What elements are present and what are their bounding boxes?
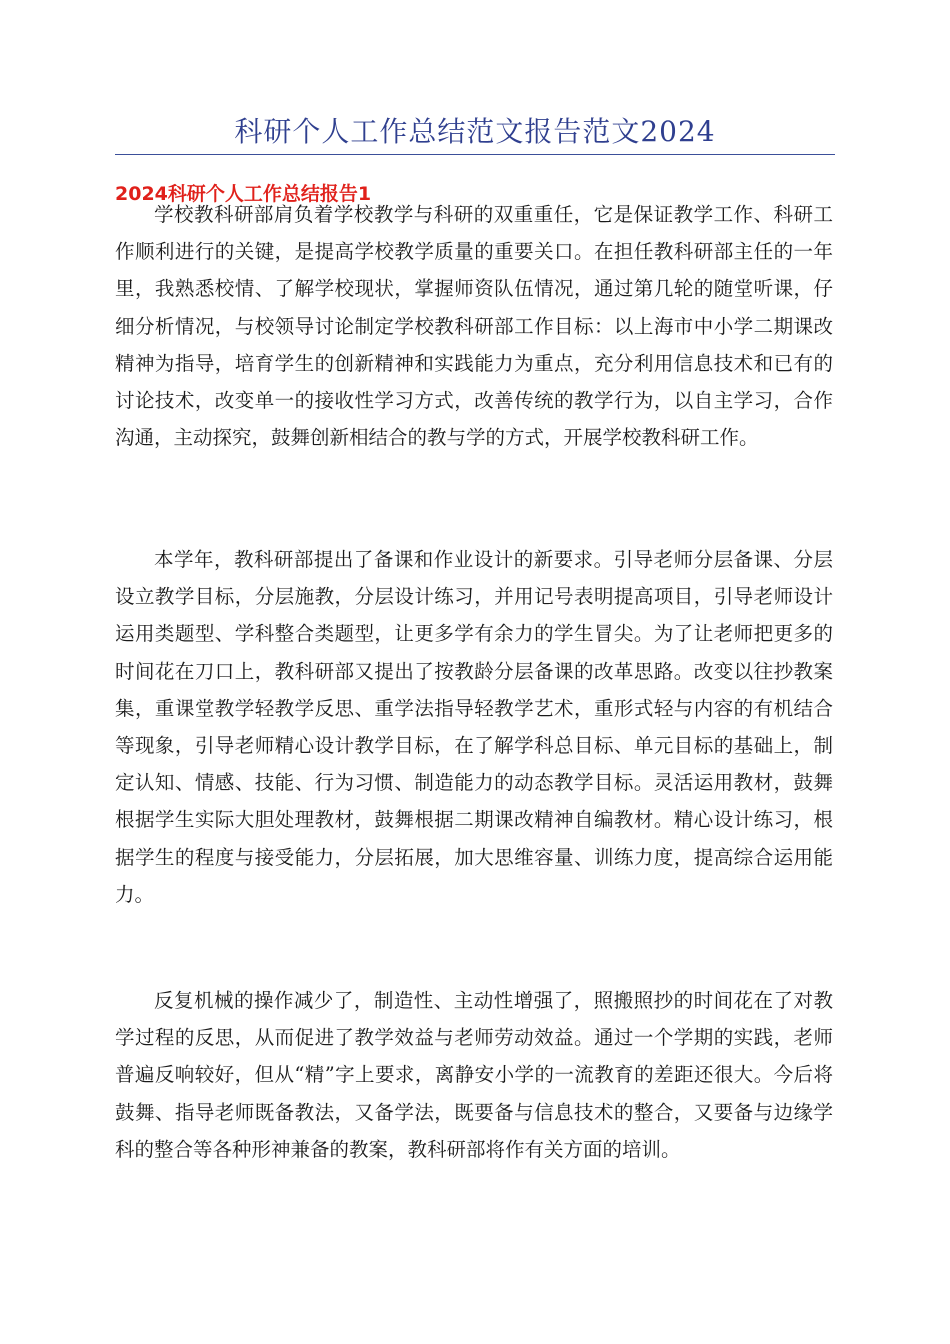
section-heading: 2024科研个人工作总结报告1 — [115, 183, 372, 205]
body-paragraph-3: 反复机械的操作减少了，制造性、主动性增强了，照搬照抄的时间花在了对教学过程的反思，从而促进了教学效益与老师劳动效益。通过一个学期的实践，老师普遍反响较好，但从“精”字上要求，离静安小学的一流教育的差距还很大。今后将鼓舞、指导老师既备教法，又备学法，既要备与信息技术的整合，又要备与边缘学科的整合等各种形神兼备的教案，教科研部将作有关方面的培训。 — [115, 989, 833, 1161]
body-paragraph-2: 本学年，教科研部提出了备课和作业设计的新要求。引导老师分层备课、分层设立教学目标，分层施教，分层设计练习，并用记号表明提高项目，引导老师设计运用类题型、学科整合类题型，让更多学有余力的学生冒尖。为了让老师把更多的时间花在刀口上，教科研部又提出了按教龄分层备课的改革思路。改变以往抄教案集，重课堂教学轻教学反思、重学法指导轻教学艺术，重形式轻与内容的有机结合等现象，引导老师精心设计教学目标，在了解学科总目标、单元目标的基础上，制定认知、情感、技能、行为习惯、制造能力的动态教学目标。灵活运用教材，鼓舞根据学生实际大胆处理教材，鼓舞根据二期课改精神自编教材。精心设计练习，根据学生的程度与接受能力，分层拓展，加大思维容量、训练力度，提高综合运用能力。 — [115, 548, 833, 906]
document-title: 科研个人工作总结范文报告范文2024 — [234, 115, 716, 148]
title-underline — [115, 154, 835, 155]
body-paragraph-1: 学校教科研部肩负着学校教学与科研的双重重任，它是保证教学工作、科研工作顺利进行的关键，是提高学校教学质量的重要关口。在担任教科研部主任的一年里，我熟悉校情、了解学校现状，掌握师资队伍情况，通过第几轮的随堂听课，仔细分析情况，与校领导讨论制定学校教科研部工作目标：以上海市中小学二期课改精神为指导，培育学生的创新精神和实践能力为重点，充分利用信息技术和已有的讨论技术，改变单一的接收性学习方式，改善传统的教学行为，以自主学习，合作沟通，主动探究，鼓舞创新相结合的教与学的方式，开展学校教科研工作。 — [115, 203, 833, 450]
